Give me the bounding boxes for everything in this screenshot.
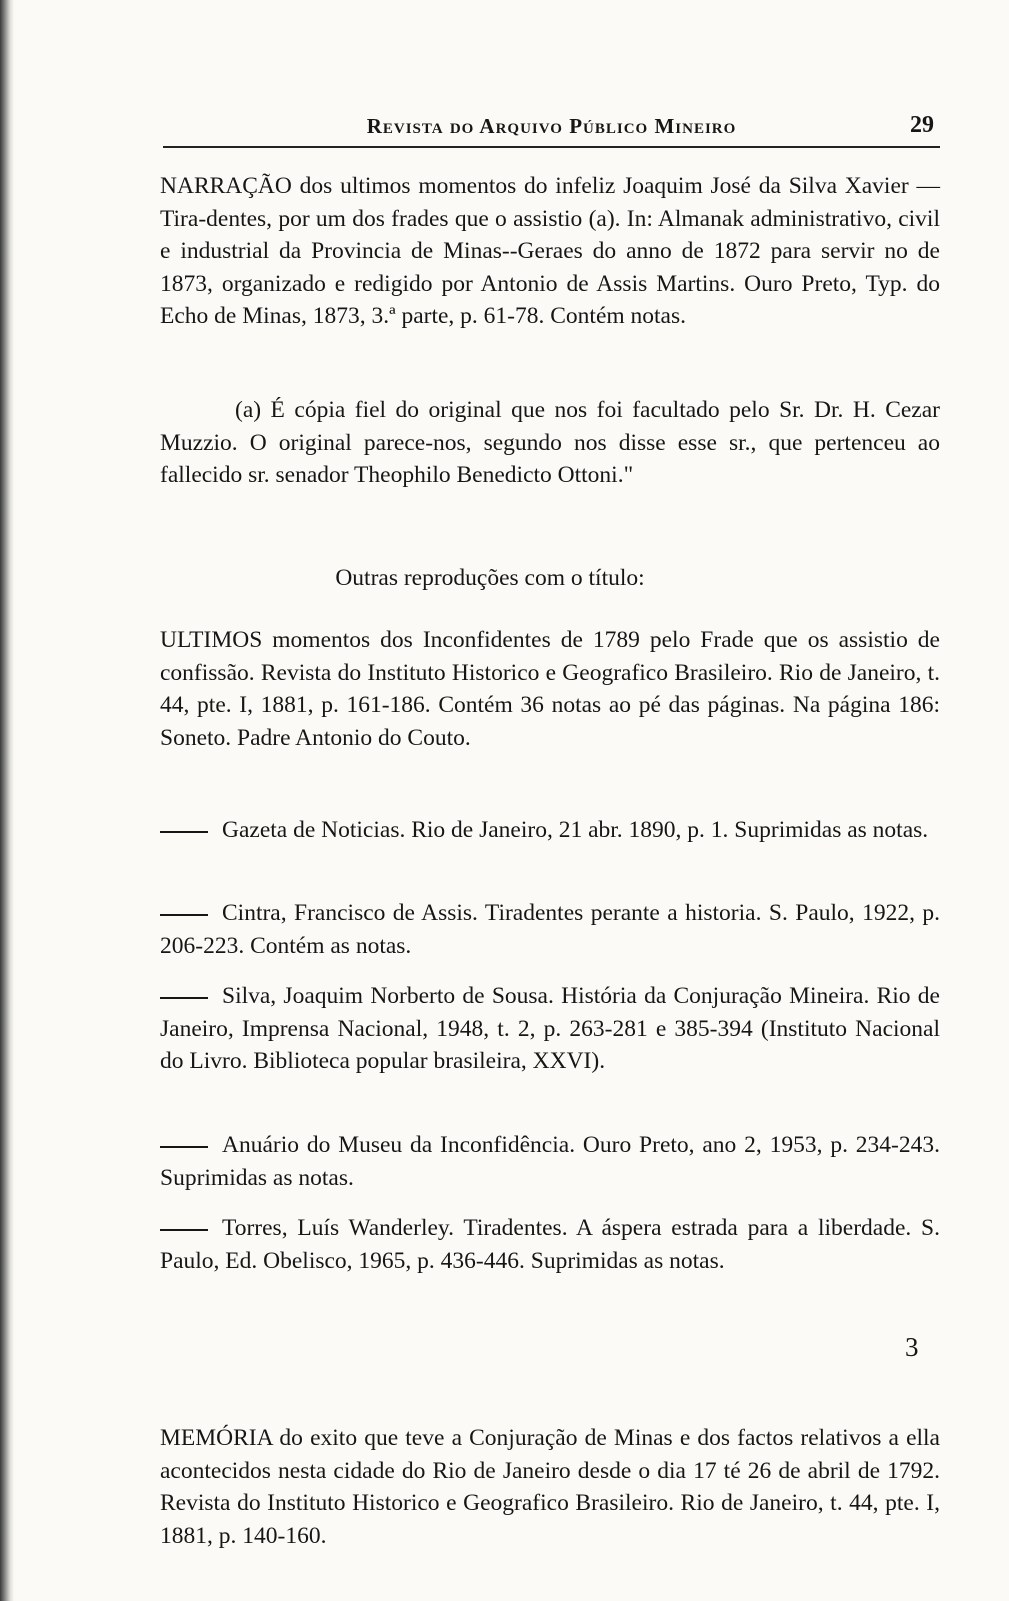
ditto-dash — [160, 1229, 208, 1231]
narracao-text: NARRAÇÃO dos ultimos momentos do infeliz Joaquim José da Silva Xavier — Tira-dentes, por um dos frades que o assistio (a). In: Almanak administrativo, civil e industrial da Provincia de Minas--Geraes do anno de 1872 para servir no de 1873, organizado e redigido por Antonio de Assis Martins. Ouro Preto, Typ. do Echo de Minas, 1873, 3.ª parte, p. 61-78. Contém notas. — [160, 173, 940, 329]
gazeta-text: Gazeta de Noticias. Rio de Janeiro, 21 abr. 1890, p. 1. Suprimidas as notas. — [222, 817, 929, 843]
ditto-dash — [160, 914, 208, 916]
silva-text: Silva, Joaquim Norberto de Sousa. História da Conjuração Mineira. Rio de Janeiro, Imprensa Nacional, 1948, t. 2, p. 263-281 e 385-394 (Instituto Nacional do Livro. Biblioteca popular brasileira, XXVI). — [160, 983, 940, 1074]
ditto-dash — [160, 831, 208, 833]
page-number: 29 — [910, 112, 934, 138]
footnote-text: (a) É cópia fiel do original que nos foi facultado pelo Sr. Dr. H. Cezar Muzzio. O original parece-nos, segundo nos disse esse sr., que pertenceu ao fallecido sr. senador Theophilo Benedicto Ottoni." — [160, 397, 940, 488]
journal-title: Revista do Arquivo Público Mineiro — [366, 114, 737, 138]
footnote-a — [160, 394, 940, 492]
torres-text: Torres, Luís Wanderley. Tiradentes. A áspera estrada para a liberdade. S. Paulo, Ed. Obelisco, 1965, p. 436-446. Suprimidas as notas. — [160, 1215, 940, 1274]
ditto-dash — [160, 1146, 208, 1148]
entry-cintra — [160, 897, 940, 962]
ultimos-text: ULTIMOS momentos dos Inconfidentes de 1789 pelo Frade que os assistio de confissão. Revista do Instituto Historico e Geografico Brasileiro. Rio de Janeiro, t. 44, pte. I, 1881, p. 161-186. Contém 36 notas ao pé das páginas. Na página 186: Soneto. Padre Antonio do Couto. — [160, 627, 940, 751]
entry-narracao — [160, 170, 940, 333]
other-reproductions-heading: Outras reproduções com o título: — [335, 565, 645, 591]
cintra-text: Cintra, Francisco de Assis. Tiradentes perante a historia. S. Paulo, 1922, p. 206-223. Contém as notas. — [160, 900, 940, 959]
entry-anuario — [160, 1129, 940, 1194]
entry-gazeta — [160, 814, 940, 847]
running-header — [163, 112, 940, 148]
page-binding-edge — [0, 0, 14, 1601]
entry-silva — [160, 980, 940, 1078]
memoria-text: MEMÓRIA do exito que teve a Conjuração de Minas e dos factos relativos a ella acontecidos nesta cidade do Rio de Janeiro desde o dia 17 té 26 de abril de 1792. Revista do Instituto Historico e Geografico Brasileiro. Rio de Janeiro, t. 44, pte. I, 1881, p. 140-160. — [160, 1425, 940, 1549]
ditto-dash — [160, 997, 208, 999]
anuario-text: Anuário do Museu da Inconfidência. Ouro Preto, ano 2, 1953, p. 234-243. Suprimidas as notas. — [160, 1132, 940, 1191]
entry-ultimos — [160, 624, 940, 754]
entry-torres — [160, 1212, 940, 1277]
entry-memoria — [160, 1422, 940, 1552]
section-number: 3 — [905, 1332, 919, 1362]
